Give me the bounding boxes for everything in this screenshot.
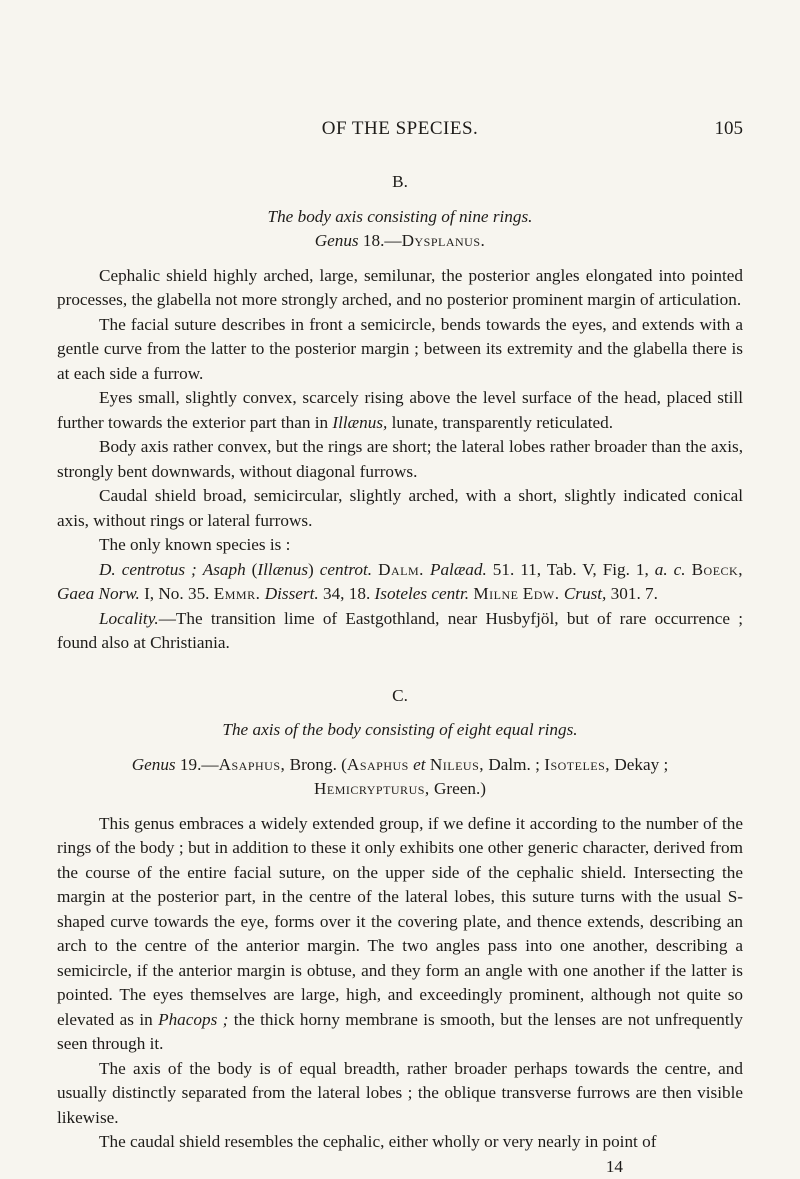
paragraph-species-intro: The only known species is : <box>57 533 743 558</box>
page-header <box>0 118 800 142</box>
genus-number: 18.— <box>359 231 402 250</box>
genus-text: Brong. ( <box>285 755 347 774</box>
eyes-italic: Illænus, <box>332 413 387 432</box>
genus-synonym: Isoteles, <box>544 755 610 774</box>
genus-synonym: Hemicrypturus, <box>314 779 430 798</box>
syn-part: a. c. <box>655 560 686 579</box>
locality-label: Locality. <box>99 609 159 628</box>
paragraph-synonymy <box>57 558 743 607</box>
syn-part: ) <box>308 560 320 579</box>
genus-18-heading <box>57 229 743 254</box>
paragraph-axis: The axis of the body is of equal breadth, rather broader perhaps towards the centre, and usually distinctly separated from the lateral lobes ; the oblique transverse furrows are then visible likewise. <box>57 1057 743 1131</box>
syn-part: Milne <box>473 584 518 603</box>
running-head: OF THE SPECIES. <box>0 118 800 140</box>
paragraph-cephalic: Cephalic shield highly arched, large, semilunar, the posterior angles elongated into pointed processes, the glabella not more strongly arched, and no posterior prominent margin of articulation. <box>57 264 743 313</box>
paragraph-genus-description <box>57 812 743 1057</box>
paragraph-eyes <box>57 386 743 435</box>
genus-text: Green.) <box>430 779 486 798</box>
section-b-letter: B. <box>57 170 743 195</box>
section-c-subtitle-text: The axis of the body consisting of eight equal rings. <box>222 720 577 739</box>
syn-part: Dissert. <box>265 584 319 603</box>
paragraph-body-axis: Body axis rather convex, but the rings are short; the lateral lobes rather broader than the axis, strongly bent downwards, without diagonal furrows. <box>57 435 743 484</box>
genus-label: Genus <box>315 231 359 250</box>
genus-synonym: Nileus, <box>430 755 484 774</box>
syn-part: I, No. 35. <box>140 584 214 603</box>
section-b-subtitle-text: The body axis consisting of nine rings. <box>268 207 533 226</box>
locality-text: —The transition lime of Eastgothland, near Husbyfjöl, but of rare occurrence ; found also at Christiania. <box>57 609 743 653</box>
syn-part: Boeck, <box>692 560 743 579</box>
syn-part: Dalm. <box>378 560 424 579</box>
genus-label: Genus <box>132 755 176 774</box>
syn-part: 51. 11, Tab. V, Fig. 1, <box>487 560 655 579</box>
syn-part: 301. 7. <box>606 584 658 603</box>
syn-part: Illænus <box>257 560 308 579</box>
syn-part: Crust, <box>564 584 607 603</box>
genus-text: et <box>413 755 425 774</box>
genus-number: 19.— <box>176 755 219 774</box>
eyes-text: Eyes small, slightly convex, scarcely rising above the level surface of the head, placed still further towards the exterior part than in <box>57 388 743 432</box>
syn-part: D. centrotus ; <box>99 560 197 579</box>
syn-part: Edw. <box>523 584 560 603</box>
paragraph-caudal: The caudal shield resembles the cephalic, either wholly or very nearly in point of <box>57 1130 743 1155</box>
paragraph-locality <box>57 607 743 656</box>
syn-part: 34, 18. <box>319 584 375 603</box>
genus-description-text: This genus embraces a widely extended group, if we define it according to the number of the rings of the body ; but in addition to these it only exhibits one other generic character, derived from the course of the entire facial suture, on the upper side of the cephalic shield. Intersecting the margin at the posterior part, in the centre of the lateral lobes, this suture turns with the usual S-shaped curve towards the eye, forms over it the covering plate, and thence extends, describing an arch to the centre of the anterior margin. The two angles pass into one another, describing a semicircle, if the anterior margin is obtuse, and they form an angle with one another if the latter is pointed. The eyes themselves are large, high, and exceedingly prominent, although not quite so elevated as in <box>57 814 743 1029</box>
syn-part: Isoteles centr. <box>375 584 470 603</box>
genus-19-heading <box>57 753 743 802</box>
syn-part: Gaea Norw. <box>57 584 140 603</box>
genus-description-italic: Phacops ; <box>158 1010 228 1029</box>
section-c-letter: C. <box>57 684 743 709</box>
eyes-text-end: lunate, transparently reticulated. <box>387 413 613 432</box>
paragraph-caudal-shield: Caudal shield broad, semicircular, slightly arched, with a short, slightly indicated conical axis, without rings or lateral furrows. <box>57 484 743 533</box>
genus-text: Dekay ; <box>610 755 668 774</box>
page-body <box>57 170 743 1179</box>
genus-text: Dalm. ; <box>484 755 544 774</box>
syn-part: Emmr. <box>214 584 261 603</box>
syn-part: Palæad. <box>430 560 487 579</box>
genus-name: Dysplanus. <box>402 231 486 250</box>
genus-description-end: the thick horny membrane is smooth, but the lenses are not unfrequently seen through it. <box>57 1010 743 1054</box>
section-c-subtitle <box>57 718 743 743</box>
genus-synonym: Asaphus <box>347 755 409 774</box>
syn-part: centrot. <box>320 560 372 579</box>
page-number: 105 <box>715 118 744 140</box>
section-b-subtitle <box>57 205 743 230</box>
syn-part: Asaph <box>203 560 246 579</box>
genus-synonym: Asaphus, <box>219 755 286 774</box>
syn-part: ( <box>246 560 258 579</box>
paragraph-facial-suture: The facial suture describes in front a semicircle, bends towards the eyes, and extends with a gentle curve from the latter to the posterior margin ; between its extremity and the glabella there is at each side a furrow. <box>57 313 743 387</box>
signature-mark: 14 <box>57 1155 743 1179</box>
